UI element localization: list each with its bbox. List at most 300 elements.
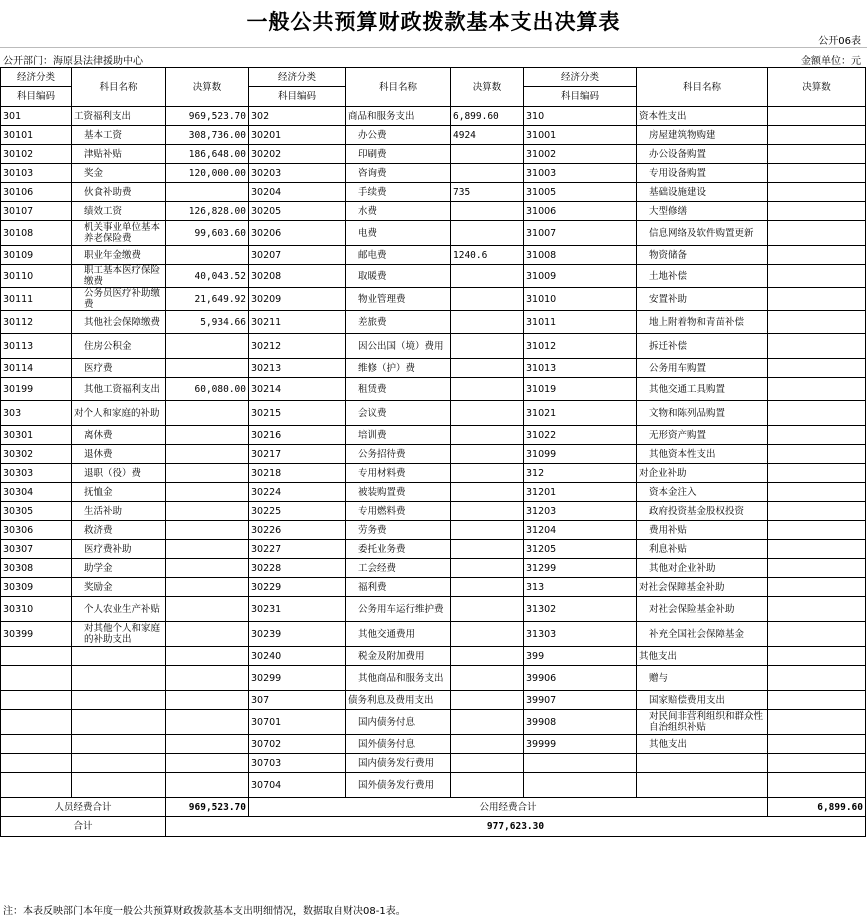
- cell-name: 劳务费: [346, 521, 451, 540]
- table-row: [1, 622, 866, 647]
- table-row: [1, 483, 866, 502]
- cell-amount: [768, 710, 866, 735]
- cell-name: 救济费: [72, 521, 166, 540]
- cell-code: [1, 710, 72, 735]
- cell-amount: [166, 183, 249, 202]
- cell-name: [72, 773, 166, 798]
- cell-amount: [451, 754, 524, 773]
- cell-code: 31007: [524, 221, 637, 246]
- table-row: [1, 164, 866, 183]
- cell-name: 助学金: [72, 559, 166, 578]
- header-subject-code: 科目编码: [249, 87, 346, 107]
- table-row: [1, 647, 866, 666]
- cell-name: 伙食补助费: [72, 183, 166, 202]
- cell-amount: [768, 334, 866, 359]
- cell-code: 30224: [249, 483, 346, 502]
- cell-code: 30228: [249, 559, 346, 578]
- cell-name: [72, 710, 166, 735]
- cell-amount: [166, 754, 249, 773]
- cell-code: 30211: [249, 311, 346, 334]
- cell-code: 30239: [249, 622, 346, 647]
- cell-amount: [768, 164, 866, 183]
- cell-amount: [768, 483, 866, 502]
- cell-amount: 5,934.66: [166, 311, 249, 334]
- cell-code: 31008: [524, 246, 637, 265]
- grand-total-amount: 977,623.30: [166, 817, 866, 837]
- cell-code: 30207: [249, 246, 346, 265]
- personnel-total-amount: 969,523.70: [166, 798, 249, 817]
- cell-name: 工会经费: [346, 559, 451, 578]
- cell-code: 30106: [1, 183, 72, 202]
- cell-code: 30306: [1, 521, 72, 540]
- cell-code: [524, 773, 637, 798]
- cell-name: 专用材料费: [346, 464, 451, 483]
- cell-name: 办公费: [346, 126, 451, 145]
- cell-code: 30302: [1, 445, 72, 464]
- cell-code: 31099: [524, 445, 637, 464]
- personnel-total-label: 人员经费合计: [1, 798, 166, 817]
- table-row: [1, 691, 866, 710]
- table-row: [1, 183, 866, 202]
- cell-code: 30114: [1, 359, 72, 378]
- table-row: [1, 597, 866, 622]
- cell-code: 30202: [249, 145, 346, 164]
- table-row: [1, 246, 866, 265]
- cell-name: 基础设施建设: [637, 183, 768, 202]
- cell-code: 39907: [524, 691, 637, 710]
- cell-name: 邮电费: [346, 246, 451, 265]
- cell-code: [1, 773, 72, 798]
- cell-code: 31013: [524, 359, 637, 378]
- cell-name: 被装购置费: [346, 483, 451, 502]
- cell-code: 31302: [524, 597, 637, 622]
- cell-name: 离休费: [72, 426, 166, 445]
- cell-code: 30201: [249, 126, 346, 145]
- cell-name: 水费: [346, 202, 451, 221]
- cell-name: 其他商品和服务支出: [346, 666, 451, 691]
- header-amount: 决算数: [768, 68, 866, 107]
- cell-name: 津贴补贴: [72, 145, 166, 164]
- cell-name: 福利费: [346, 578, 451, 597]
- cell-name: 政府投资基金股权投资: [637, 502, 768, 521]
- cell-name: 奖励金: [72, 578, 166, 597]
- cell-name: 房屋建筑物购建: [637, 126, 768, 145]
- cell-name: 拆迁补偿: [637, 334, 768, 359]
- cell-code: 30217: [249, 445, 346, 464]
- cell-amount: [451, 483, 524, 502]
- cell-code: 31205: [524, 540, 637, 559]
- table-row: [1, 334, 866, 359]
- cell-name: 其他工资福利支出: [72, 378, 166, 401]
- cell-amount: [768, 401, 866, 426]
- header-subject-code: 科目编码: [1, 87, 72, 107]
- cell-amount: [166, 445, 249, 464]
- header-amount: 决算数: [166, 68, 249, 107]
- cell-name: 资本金注入: [637, 483, 768, 502]
- cell-amount: [451, 202, 524, 221]
- cell-amount: [166, 359, 249, 378]
- cell-name: [72, 735, 166, 754]
- form-number: 公开06表: [818, 36, 861, 47]
- cell-amount: [451, 691, 524, 710]
- cell-name: 退职（役）费: [72, 464, 166, 483]
- cell-name: 文物和陈列品购置: [637, 401, 768, 426]
- table-row: [1, 735, 866, 754]
- cell-code: 30301: [1, 426, 72, 445]
- cell-amount: [451, 445, 524, 464]
- cell-code: 31021: [524, 401, 637, 426]
- cell-amount: [166, 559, 249, 578]
- cell-amount: [166, 502, 249, 521]
- cell-name: 个人农业生产补贴: [72, 597, 166, 622]
- cell-amount: [451, 735, 524, 754]
- table-row: [1, 445, 866, 464]
- cell-amount: [768, 183, 866, 202]
- cell-code: [1, 666, 72, 691]
- cell-name: 医疗费: [72, 359, 166, 378]
- cell-name: [72, 666, 166, 691]
- header-subject-name: 科目名称: [346, 68, 451, 107]
- cell-amount: [166, 710, 249, 735]
- cell-name: 国外债务付息: [346, 735, 451, 754]
- cell-name: 医疗费补助: [72, 540, 166, 559]
- cell-name: 资本性支出: [637, 107, 768, 126]
- cell-name: 对民间非营利组织和群众性自治组织补贴: [637, 710, 768, 735]
- cell-code: 39908: [524, 710, 637, 735]
- cell-amount: [768, 735, 866, 754]
- cell-amount: [768, 773, 866, 798]
- cell-name: 利息补贴: [637, 540, 768, 559]
- cell-code: 30310: [1, 597, 72, 622]
- cell-code: 31005: [524, 183, 637, 202]
- cell-amount: [451, 666, 524, 691]
- table-row: [1, 666, 866, 691]
- cell-name: [637, 773, 768, 798]
- cell-code: 30303: [1, 464, 72, 483]
- cell-amount: [768, 126, 866, 145]
- cell-code: 312: [524, 464, 637, 483]
- table-row: [1, 754, 866, 773]
- cell-name: 机关事业单位基本养老保险费: [72, 221, 166, 246]
- unit-label: 金额单位：元: [801, 56, 861, 67]
- cell-amount: 21,649.92: [166, 288, 249, 311]
- cell-amount: [451, 145, 524, 164]
- cell-amount: [768, 359, 866, 378]
- cell-amount: [451, 647, 524, 666]
- cell-name: 其他支出: [637, 735, 768, 754]
- department-label: 公开部门：海原县法律援助中心: [3, 56, 143, 67]
- cell-code: [1, 647, 72, 666]
- header-subject-code: 科目编码: [524, 87, 637, 107]
- cell-code: 30199: [1, 378, 72, 401]
- cell-name: 差旅费: [346, 311, 451, 334]
- cell-code: 30113: [1, 334, 72, 359]
- cell-name: 专用设备购置: [637, 164, 768, 183]
- cell-amount: [451, 597, 524, 622]
- cell-code: 30704: [249, 773, 346, 798]
- cell-code: 31204: [524, 521, 637, 540]
- cell-name: 租赁费: [346, 378, 451, 401]
- cell-name: 生活补助: [72, 502, 166, 521]
- footnote: 注：本表反映部门本年度一般公共预算财政拨款基本支出明细情况，数据取自财决08-1表。: [3, 906, 406, 917]
- cell-amount: 1240.6: [451, 246, 524, 265]
- cell-name: 住房公积金: [72, 334, 166, 359]
- cell-amount: [451, 378, 524, 401]
- cell-code: 30107: [1, 202, 72, 221]
- cell-amount: [166, 483, 249, 502]
- cell-amount: [166, 735, 249, 754]
- public-total-label: 公用经费合计: [249, 798, 768, 817]
- cell-code: 31299: [524, 559, 637, 578]
- cell-amount: [166, 334, 249, 359]
- cell-amount: [166, 464, 249, 483]
- cell-code: [1, 691, 72, 710]
- cell-code: 31019: [524, 378, 637, 401]
- cell-name: 基本工资: [72, 126, 166, 145]
- cell-name: [72, 754, 166, 773]
- cell-amount: [166, 401, 249, 426]
- cell-amount: 4924: [451, 126, 524, 145]
- cell-name: 职工基本医疗保险缴费: [72, 265, 166, 288]
- cell-amount: 126,828.00: [166, 202, 249, 221]
- cell-name: 国内债务发行费用: [346, 754, 451, 773]
- cell-name: 其他交通工具购置: [637, 378, 768, 401]
- cell-amount: [768, 202, 866, 221]
- grand-total-label: 合计: [1, 817, 166, 837]
- cell-code: 30103: [1, 164, 72, 183]
- cell-code: 30307: [1, 540, 72, 559]
- cell-amount: [768, 521, 866, 540]
- cell-code: 31303: [524, 622, 637, 647]
- cell-code: 30399: [1, 622, 72, 647]
- cell-code: 301: [1, 107, 72, 126]
- cell-amount: [166, 691, 249, 710]
- cell-name: 补充全国社会保障基金: [637, 622, 768, 647]
- cell-amount: 60,080.00: [166, 378, 249, 401]
- cell-code: 307: [249, 691, 346, 710]
- cell-name: [637, 754, 768, 773]
- cell-amount: [451, 540, 524, 559]
- cell-code: 31011: [524, 311, 637, 334]
- expenditure-table: [0, 67, 866, 837]
- cell-amount: [166, 521, 249, 540]
- cell-code: 30702: [249, 735, 346, 754]
- cell-amount: 6,899.60: [451, 107, 524, 126]
- cell-name: 对个人和家庭的补助: [72, 401, 166, 426]
- cell-code: 302: [249, 107, 346, 126]
- cell-name: 维修（护）费: [346, 359, 451, 378]
- cell-name: 费用补贴: [637, 521, 768, 540]
- cell-name: 公务招待费: [346, 445, 451, 464]
- cell-name: 工资福利支出: [72, 107, 166, 126]
- cell-code: [524, 754, 637, 773]
- cell-amount: [166, 426, 249, 445]
- cell-amount: [768, 578, 866, 597]
- cell-code: 30213: [249, 359, 346, 378]
- cell-amount: [768, 445, 866, 464]
- cell-name: 委托业务费: [346, 540, 451, 559]
- cell-code: 30101: [1, 126, 72, 145]
- cell-amount: [768, 540, 866, 559]
- table-row: [1, 426, 866, 445]
- cell-code: 31201: [524, 483, 637, 502]
- cell-amount: [451, 426, 524, 445]
- cell-code: 31010: [524, 288, 637, 311]
- cell-amount: [768, 691, 866, 710]
- cell-name: 电费: [346, 221, 451, 246]
- cell-name: 国外债务发行费用: [346, 773, 451, 798]
- cell-name: 公务用车购置: [637, 359, 768, 378]
- cell-code: 313: [524, 578, 637, 597]
- header-subject-name: 科目名称: [637, 68, 768, 107]
- cell-name: 土地补偿: [637, 265, 768, 288]
- table-row: [1, 288, 866, 311]
- cell-amount: 186,648.00: [166, 145, 249, 164]
- cell-name: 地上附着物和青苗补偿: [637, 311, 768, 334]
- cell-code: 30227: [249, 540, 346, 559]
- cell-code: 30110: [1, 265, 72, 288]
- cell-amount: [166, 666, 249, 691]
- cell-code: 30304: [1, 483, 72, 502]
- cell-amount: 308,736.00: [166, 126, 249, 145]
- table-row: [1, 265, 866, 288]
- cell-name: 安置补助: [637, 288, 768, 311]
- cell-amount: [166, 246, 249, 265]
- cell-amount: [768, 145, 866, 164]
- cell-code: 30112: [1, 311, 72, 334]
- cell-amount: [768, 265, 866, 288]
- cell-amount: [451, 622, 524, 647]
- cell-name: 手续费: [346, 183, 451, 202]
- cell-name: 赠与: [637, 666, 768, 691]
- cell-code: 31022: [524, 426, 637, 445]
- table-row: [1, 578, 866, 597]
- cell-amount: [451, 311, 524, 334]
- table-row: [1, 502, 866, 521]
- cell-name: 国内债务付息: [346, 710, 451, 735]
- cell-code: 30212: [249, 334, 346, 359]
- cell-name: 国家赔偿费用支出: [637, 691, 768, 710]
- cell-amount: [768, 502, 866, 521]
- cell-name: 印刷费: [346, 145, 451, 164]
- cell-code: 30309: [1, 578, 72, 597]
- cell-code: 39999: [524, 735, 637, 754]
- cell-name: 对社会保险基金补助: [637, 597, 768, 622]
- cell-amount: [768, 107, 866, 126]
- cell-code: 31203: [524, 502, 637, 521]
- cell-amount: [451, 334, 524, 359]
- cell-amount: [451, 221, 524, 246]
- header-econ-class: 经济分类: [524, 68, 637, 87]
- cell-code: 31003: [524, 164, 637, 183]
- cell-code: 30703: [249, 754, 346, 773]
- cell-amount: [451, 265, 524, 288]
- cell-code: [1, 754, 72, 773]
- cell-name: 对其他个人和家庭的补助支出: [72, 622, 166, 647]
- cell-amount: [768, 647, 866, 666]
- cell-name: [72, 647, 166, 666]
- cell-code: [1, 735, 72, 754]
- cell-name: 大型修缮: [637, 202, 768, 221]
- cell-amount: [451, 288, 524, 311]
- table-row: [1, 401, 866, 426]
- cell-amount: [768, 622, 866, 647]
- cell-amount: [451, 710, 524, 735]
- cell-amount: [451, 164, 524, 183]
- cell-name: 对社会保障基金补助: [637, 578, 768, 597]
- cell-name: 其他支出: [637, 647, 768, 666]
- header-econ-class: 经济分类: [1, 68, 72, 87]
- page-title: 一般公共预算财政拨款基本支出决算表: [246, 10, 621, 34]
- table-row: [1, 521, 866, 540]
- table-row: [1, 311, 866, 334]
- cell-code: 30226: [249, 521, 346, 540]
- cell-amount: [768, 311, 866, 334]
- cell-amount: [768, 221, 866, 246]
- cell-amount: [166, 597, 249, 622]
- cell-code: 30111: [1, 288, 72, 311]
- header-subject-name: 科目名称: [72, 68, 166, 107]
- cell-name: 税金及附加费用: [346, 647, 451, 666]
- table-row: [1, 540, 866, 559]
- cell-name: 其他对企业补助: [637, 559, 768, 578]
- cell-name: 无形资产购置: [637, 426, 768, 445]
- cell-code: 30229: [249, 578, 346, 597]
- cell-code: 30240: [249, 647, 346, 666]
- cell-code: 30305: [1, 502, 72, 521]
- table-row: [1, 359, 866, 378]
- table-row: [1, 464, 866, 483]
- cell-name: 奖金: [72, 164, 166, 183]
- cell-amount: [166, 540, 249, 559]
- cell-code: 303: [1, 401, 72, 426]
- table-row: [1, 773, 866, 798]
- cell-code: 31001: [524, 126, 637, 145]
- table-row: [1, 126, 866, 145]
- cell-amount: [768, 666, 866, 691]
- cell-name: 物资储备: [637, 246, 768, 265]
- cell-name: 办公设备购置: [637, 145, 768, 164]
- cell-code: 30204: [249, 183, 346, 202]
- cell-name: 债务利息及费用支出: [346, 691, 451, 710]
- cell-amount: [768, 426, 866, 445]
- cell-name: 取暖费: [346, 265, 451, 288]
- cell-name: 专用燃料费: [346, 502, 451, 521]
- cell-code: 310: [524, 107, 637, 126]
- cell-code: 30203: [249, 164, 346, 183]
- cell-amount: [166, 773, 249, 798]
- cell-code: 31009: [524, 265, 637, 288]
- cell-code: 30216: [249, 426, 346, 445]
- cell-code: 30209: [249, 288, 346, 311]
- cell-amount: [166, 578, 249, 597]
- cell-name: 其他社会保障缴费: [72, 311, 166, 334]
- cell-code: 30231: [249, 597, 346, 622]
- cell-amount: [451, 464, 524, 483]
- cell-name: 公务员医疗补助缴费: [72, 288, 166, 311]
- cell-amount: 735: [451, 183, 524, 202]
- cell-amount: [166, 622, 249, 647]
- cell-name: 因公出国（境）费用: [346, 334, 451, 359]
- cell-name: 抚恤金: [72, 483, 166, 502]
- cell-name: 职业年金缴费: [72, 246, 166, 265]
- cell-amount: [768, 559, 866, 578]
- cell-amount: [768, 288, 866, 311]
- cell-amount: [768, 464, 866, 483]
- cell-amount: 99,603.60: [166, 221, 249, 246]
- table-row: [1, 202, 866, 221]
- cell-code: 30109: [1, 246, 72, 265]
